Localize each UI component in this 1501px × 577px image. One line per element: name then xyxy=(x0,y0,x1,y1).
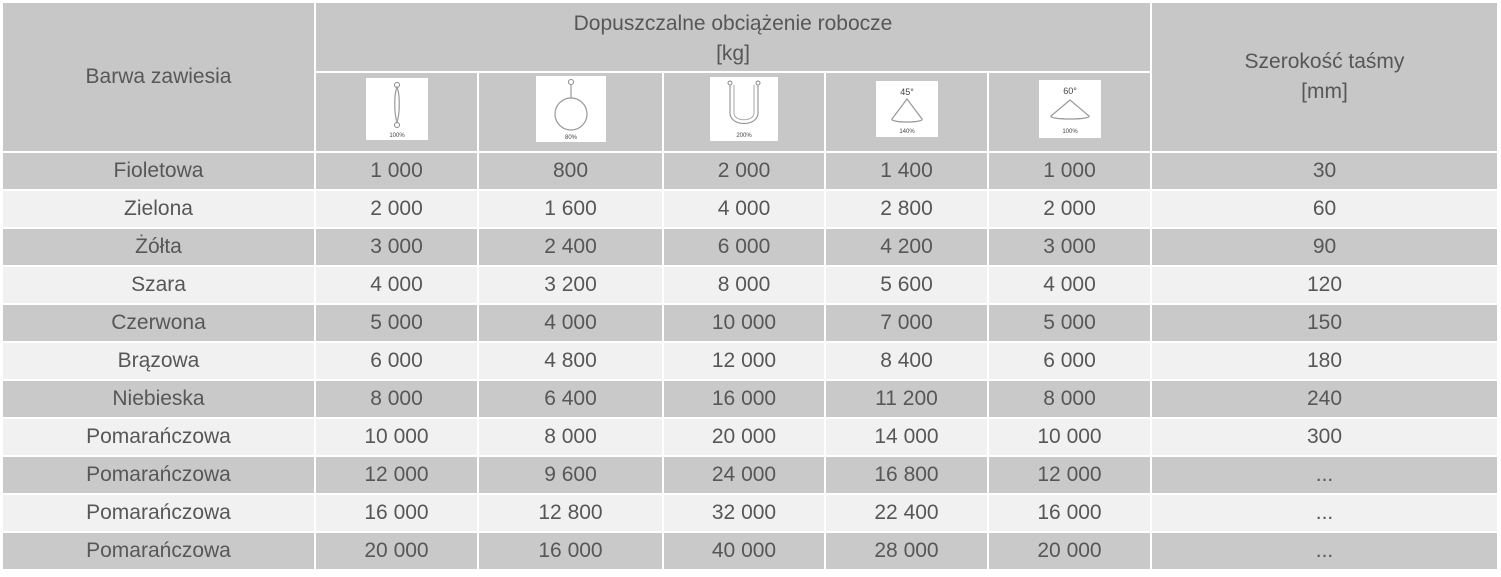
load-cell: 3 000 xyxy=(989,229,1152,267)
config-basket-45-angle: 45° xyxy=(899,87,914,97)
basket-60-sling-icon xyxy=(1039,80,1101,138)
load-cell: 6 000 xyxy=(664,229,826,267)
config-choke-percent: 80% xyxy=(564,135,577,141)
load-cell: 4 000 xyxy=(989,267,1152,305)
load-cell: 8 000 xyxy=(989,381,1152,419)
table-row xyxy=(3,229,1499,267)
config-vertical-percent: 100% xyxy=(388,133,405,139)
strap-width-cell: ... xyxy=(1152,457,1499,495)
strap-width-cell: 300 xyxy=(1152,419,1499,457)
load-cell: 12 800 xyxy=(479,495,664,533)
load-cell: 12 000 xyxy=(989,457,1152,495)
strap-width-cell: 240 xyxy=(1152,381,1499,419)
sling-color-cell: Niebieska xyxy=(3,381,316,419)
sling-color-cell: Zielona xyxy=(3,191,316,229)
config-basket-percent: 200% xyxy=(736,133,752,139)
load-cell: 2 000 xyxy=(989,191,1152,229)
load-cell: 4 800 xyxy=(479,343,664,381)
table-row xyxy=(3,305,1499,343)
load-cell: 6 000 xyxy=(316,343,479,381)
load-cell: 1 000 xyxy=(989,153,1152,191)
load-cell: 12 000 xyxy=(664,343,826,381)
load-cell: 22 400 xyxy=(826,495,989,533)
sling-color-header-label: Barwa zawiesia xyxy=(85,65,232,88)
config-basket-60-angle: 60° xyxy=(1062,86,1077,96)
load-cell: 9 600 xyxy=(479,457,664,495)
table-row xyxy=(3,381,1499,419)
basket-45-sling-icon xyxy=(876,81,938,137)
load-capacity-table xyxy=(3,3,1499,571)
table-row xyxy=(3,533,1499,571)
table-row xyxy=(3,419,1499,457)
load-cell: 6 000 xyxy=(989,343,1152,381)
strap-width-unit: [mm] xyxy=(1301,80,1348,103)
config-vertical-header xyxy=(316,73,479,153)
sling-color-cell: Brązowa xyxy=(3,343,316,381)
load-cell: 2 000 xyxy=(664,153,826,191)
load-cell: 2 400 xyxy=(479,229,664,267)
load-cell: 5 000 xyxy=(316,305,479,343)
sling-color-cell: Żółta xyxy=(3,229,316,267)
load-cell: 20 000 xyxy=(316,533,479,571)
sling-color-header xyxy=(3,3,316,153)
load-cell: 10 000 xyxy=(664,305,826,343)
choke-sling-icon xyxy=(536,76,606,142)
basket-sling-icon xyxy=(710,77,778,141)
load-cell: 8 000 xyxy=(479,419,664,457)
load-cell: 20 000 xyxy=(989,533,1152,571)
strap-width-cell: 60 xyxy=(1152,191,1499,229)
load-cell: 10 000 xyxy=(316,419,479,457)
load-cell: 14 000 xyxy=(826,419,989,457)
table-row xyxy=(3,191,1499,229)
load-cell: 28 000 xyxy=(826,533,989,571)
load-cell: 12 000 xyxy=(316,457,479,495)
load-cell: 2 000 xyxy=(316,191,479,229)
sling-color-cell: Pomarańczowa xyxy=(3,533,316,571)
sling-color-cell: Fioletowa xyxy=(3,153,316,191)
load-cell: 16 000 xyxy=(479,533,664,571)
config-choke-header xyxy=(479,73,664,153)
load-cell: 7 000 xyxy=(826,305,989,343)
sling-color-cell: Pomarańczowa xyxy=(3,457,316,495)
load-cell: 40 000 xyxy=(664,533,826,571)
working-load-limit-title: Dopuszczalne obciążenie robocze xyxy=(573,12,893,35)
strap-width-cell: ... xyxy=(1152,533,1499,571)
load-cell: 6 400 xyxy=(479,381,664,419)
load-cell: 16 000 xyxy=(316,495,479,533)
load-cell: 4 000 xyxy=(479,305,664,343)
table-body xyxy=(3,153,1499,571)
load-cell: 10 000 xyxy=(989,419,1152,457)
config-basket-45-percent: 140% xyxy=(898,129,915,135)
load-cell: 3 000 xyxy=(316,229,479,267)
load-cell: 20 000 xyxy=(664,419,826,457)
load-cell: 8 000 xyxy=(664,267,826,305)
table-row xyxy=(3,267,1499,305)
load-cell: 24 000 xyxy=(664,457,826,495)
load-cell: 1 400 xyxy=(826,153,989,191)
table-row xyxy=(3,343,1499,381)
strap-width-cell: 180 xyxy=(1152,343,1499,381)
load-cell: 800 xyxy=(479,153,664,191)
strap-width-cell: 120 xyxy=(1152,267,1499,305)
load-cell: 3 200 xyxy=(479,267,664,305)
strap-width-cell: 150 xyxy=(1152,305,1499,343)
table-row xyxy=(3,153,1499,191)
load-cell: 16 000 xyxy=(989,495,1152,533)
table-row xyxy=(3,495,1499,533)
working-load-limit-unit: [kg] xyxy=(716,42,750,65)
sling-color-cell: Pomarańczowa xyxy=(3,495,316,533)
load-cell: 16 000 xyxy=(664,381,826,419)
vertical-sling-icon xyxy=(366,78,428,140)
load-cell: 32 000 xyxy=(664,495,826,533)
config-basket-60-percent: 100% xyxy=(1061,129,1078,135)
config-basket-45-header xyxy=(826,73,989,153)
load-cell: 4 200 xyxy=(826,229,989,267)
config-basket-60-header xyxy=(989,73,1152,153)
load-cell: 2 800 xyxy=(826,191,989,229)
load-cell: 4 000 xyxy=(316,267,479,305)
load-cell: 8 400 xyxy=(826,343,989,381)
table-row xyxy=(3,457,1499,495)
load-cell: 5 600 xyxy=(826,267,989,305)
strap-width-cell: 30 xyxy=(1152,153,1499,191)
sling-color-cell: Szara xyxy=(3,267,316,305)
strap-width-title: Szerokość taśmy xyxy=(1244,50,1405,73)
working-load-limit-header xyxy=(316,3,1152,73)
load-cell: 1 000 xyxy=(316,153,479,191)
load-cell: 11 200 xyxy=(826,381,989,419)
sling-color-cell: Pomarańczowa xyxy=(3,419,316,457)
sling-color-cell: Czerwona xyxy=(3,305,316,343)
load-cell: 5 000 xyxy=(989,305,1152,343)
load-cell: 1 600 xyxy=(479,191,664,229)
strap-width-cell: ... xyxy=(1152,495,1499,533)
load-cell: 16 800 xyxy=(826,457,989,495)
strap-width-cell: 90 xyxy=(1152,229,1499,267)
strap-width-header xyxy=(1152,3,1499,153)
load-cell: 4 000 xyxy=(664,191,826,229)
load-cell: 8 000 xyxy=(316,381,479,419)
config-basket-header xyxy=(664,73,826,153)
